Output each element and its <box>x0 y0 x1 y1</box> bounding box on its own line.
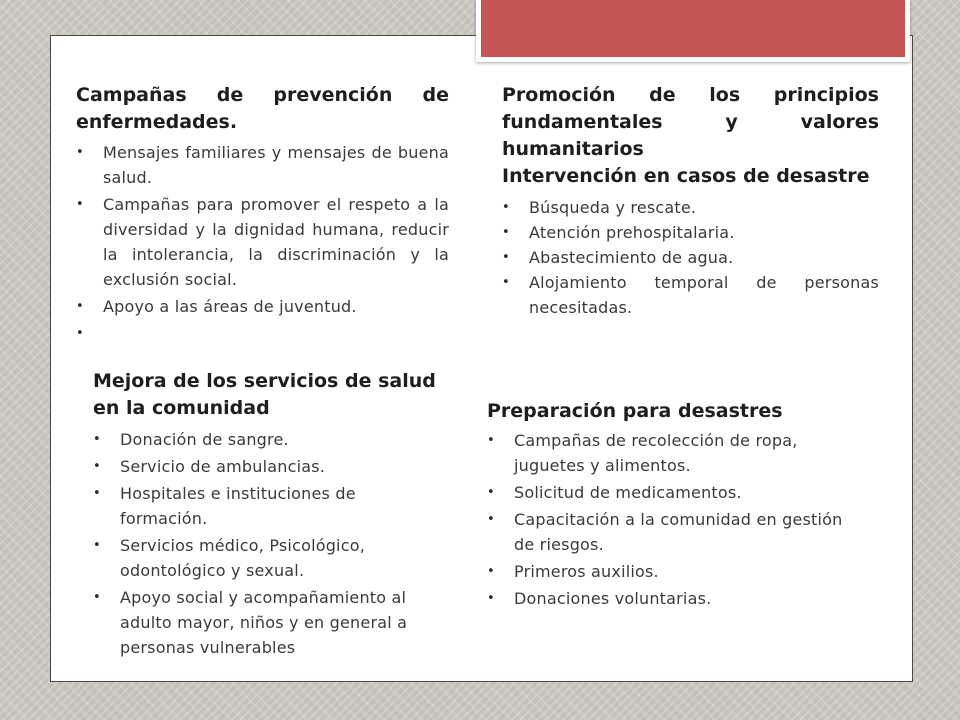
list-item: • Campañas de recolección de ropa, juguetes y alimentos. <box>487 428 862 478</box>
list-item <box>76 321 449 346</box>
list-item: • Campañas para promover el respeto a la diversidad y la dignidad humana, reducir la intolerancia, la discriminación y la exclusión social. <box>76 192 449 292</box>
bullet-list <box>502 195 879 320</box>
section-preparacion <box>487 398 862 611</box>
list-item: • Servicios médico, Psicológico, odontológico y sexual. <box>93 533 438 583</box>
list-item: • Alojamiento temporal de personas necesitadas. <box>502 270 879 320</box>
bullet-list <box>76 140 449 346</box>
list-item: • Mensajes familiares y mensajes de buena salud. <box>76 140 449 190</box>
list-item: • Atención prehospitalaria. <box>502 220 879 245</box>
list-item: • Hospitales e instituciones de formación. <box>93 481 438 531</box>
section-title: Promoción de los principios fundamentales y valores humanitarios <box>502 84 879 160</box>
bullet-list <box>93 427 438 660</box>
list-item: • Abastecimiento de agua. <box>502 245 879 270</box>
section-title: Campañas de prevención de enfermedades. <box>76 84 449 133</box>
list-item: • Primeros auxilios. <box>487 559 862 584</box>
list-item: • Búsqueda y rescate. <box>502 195 879 220</box>
title-band <box>476 0 910 62</box>
list-item: • Solicitud de medicamentos. <box>487 480 862 505</box>
section-mejora <box>93 368 438 660</box>
list-item: • Servicio de ambulancias. <box>93 454 438 479</box>
list-item: • Donaciones voluntarias. <box>487 586 862 611</box>
bullet-list <box>487 428 862 611</box>
section-title: Mejora de los servicios de salud en la comunidad <box>93 370 436 419</box>
list-item: • Capacitación a la comunidad en gestión de riesgos. <box>487 507 862 557</box>
list-item: • Apoyo a las áreas de juventud. <box>76 294 449 319</box>
section-promocion <box>502 82 879 320</box>
section-campanas <box>76 82 449 346</box>
section-title: Intervención en casos de desastre <box>502 165 870 187</box>
list-item: • Donación de sangre. <box>93 427 438 452</box>
list-item: • Apoyo social y acompañamiento al adulto mayor, niños y en general a personas vulnerables <box>93 585 438 660</box>
section-title: Preparación para desastres <box>487 400 783 422</box>
